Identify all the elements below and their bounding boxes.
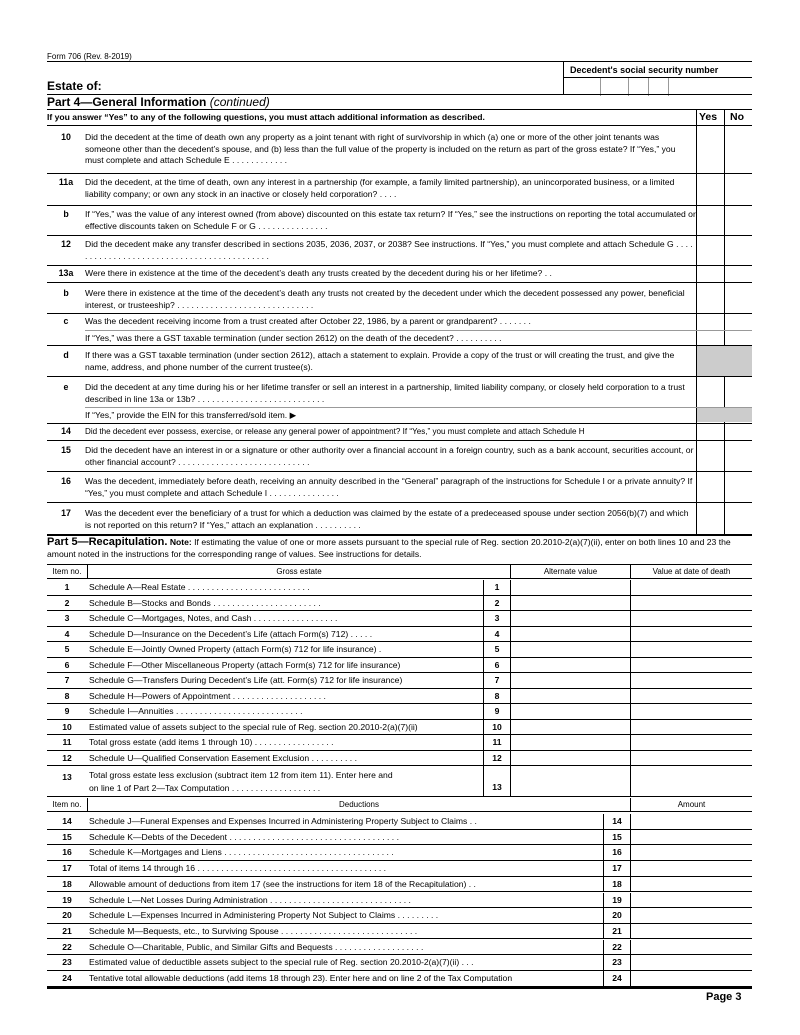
- gross-estate-header: Item no. Gross estate Alternate value Value at date of death: [47, 565, 752, 579]
- death-value-10[interactable]: [630, 720, 752, 736]
- gross-row-11: 11 Total gross estate (add items 1 through 10) . . . . . . . . . . . . . . . . . 11: [47, 735, 752, 751]
- alt-value-9[interactable]: [510, 704, 630, 720]
- yes-header: Yes: [699, 111, 718, 123]
- alt-value-3[interactable]: [510, 611, 630, 627]
- amount-18[interactable]: [630, 877, 752, 893]
- amount-21[interactable]: [630, 924, 752, 940]
- q13c-no[interactable]: [725, 314, 752, 330]
- q15-no[interactable]: [725, 441, 752, 471]
- death-value-4[interactable]: [630, 627, 752, 643]
- question-13b: b Were there in existence at the time of the decedent’s death any trusts not created by the decedent under which the decedent possessed any power, beneficial interest, or trusteeship? . . . . . . . . . . . . . . . . . . . . . . . . . . . . .: [63, 288, 685, 310]
- q14-no[interactable]: [725, 424, 752, 440]
- amount-23[interactable]: [630, 955, 752, 971]
- page-number: Page 3: [706, 991, 742, 1003]
- alt-value-12[interactable]: [510, 751, 630, 767]
- deduction-row-24: 24 Tentative total allowable deductions (add items 18 through 23). Enter here and on line 2 of the Tax Computation 24: [47, 971, 752, 987]
- question-11a: 11a Did the decedent, at the time of death, own any interest in a partnership (for example, a family limited partnership), an unincorporated business, or a limited liability company; or own any stock in an inactive or closely held corporation? . . . .: [58, 177, 675, 199]
- question-13e-ein: If “Yes,” provide the EIN for this transferred/sold item. ▶: [85, 410, 297, 420]
- gross-row-3: 3 Schedule C—Mortgages, Notes, and Cash . . . . . . . . . . . . . . . . . . 3: [47, 611, 752, 627]
- amount-22[interactable]: [630, 940, 752, 956]
- deduction-row-18: 18 Allowable amount of deductions from item 17 (see the instructions for item 18 of the Recapitulation) . . 18: [47, 877, 752, 893]
- death-value-3[interactable]: [630, 611, 752, 627]
- estate-of-label: Estate of:: [47, 79, 102, 93]
- q16-no[interactable]: [725, 472, 752, 502]
- q16-yes[interactable]: [697, 472, 724, 502]
- amount-17[interactable]: [630, 861, 752, 877]
- q12-yes[interactable]: [697, 236, 724, 265]
- amount-19[interactable]: [630, 893, 752, 909]
- ssn-label: Decedent's social security number: [570, 65, 719, 75]
- question-13c-followup: If “Yes,” was there a GST taxable termination (under section 2612) on the death of the decedent? . . . . . . . . . .: [85, 333, 502, 343]
- gross-row-2: 2 Schedule B—Stocks and Bonds . . . . . . . . . . . . . . . . . . . . . . . 2: [47, 596, 752, 612]
- question-11b: b If “Yes,” was the value of any interest owned (from above) discounted on this estate tax return? If “Yes,” see the instructions on reporting the total accumulated or effective discounts taken on Schedule F or G . . . . . . . . . . . . . . .: [63, 209, 696, 231]
- death-value-2[interactable]: [630, 596, 752, 612]
- q13c-yes[interactable]: [697, 314, 724, 330]
- question-16: 16 Was the decedent, immediately before death, receiving an annuity described in the “General” paragraph of the instructions for Schedule I or a private annuity? If “Yes,” you must complete and attach Schedule I . . . . . . . . . . . . . . .: [61, 476, 693, 498]
- no-header: No: [730, 111, 744, 123]
- alt-value-2[interactable]: [510, 596, 630, 612]
- alt-value-4[interactable]: [510, 627, 630, 643]
- amount-16[interactable]: [630, 845, 752, 861]
- q13c-gst-no[interactable]: [725, 331, 752, 345]
- gross-row-10: 10 Estimated value of assets subject to the special rule of Reg. section 20.2010-2(a)(7)(ii) 10: [47, 720, 752, 736]
- part5-header: Part 5—Recapitulation. Note: If estimating the value of one or more assets pursuant to the special rule of Reg. section 20.2010-2(a)(7)(ii), enter on both lines 10 and 23 the amount noted in the instructions for the corresponding range of values. See instructions for details.: [47, 536, 731, 559]
- deduction-row-14: 14 Schedule J—Funeral Expenses and Expenses Incurred in Administering Property Subject to Claims . . 14: [47, 814, 752, 830]
- death-value-12[interactable]: [630, 751, 752, 767]
- question-13e: e Did the decedent at any time during his or her lifetime transfer or sell an interest in a partnership, limited liability company, or closely held corporation to a trust described in line 13a or 13b? . . . . . . . . . . . . . . . . . . . . . . . . . . .: [63, 382, 685, 404]
- alt-value-8[interactable]: [510, 689, 630, 705]
- q14-yes[interactable]: [697, 424, 724, 440]
- shaded-cell-13d: [697, 346, 752, 376]
- q13e-no[interactable]: [725, 377, 752, 407]
- amount-14[interactable]: [630, 814, 752, 830]
- alt-value-10[interactable]: [510, 720, 630, 736]
- gross-row-13: 13 Total gross estate less exclusion (subtract item 12 from item 11). Enter here and on line 1 of Part 2—Tax Computation . . . . . . . . . . . . . . . . . . . 13: [47, 766, 752, 797]
- q15-yes[interactable]: [697, 441, 724, 471]
- question-12: 12 Did the decedent make any transfer described in sections 2035, 2036, 2037, or 2038? See instructions. If “Yes,” you must complete and attach Schedule G . . . . . . . . . . . . . . . . . . . . . . . . . . . . . . . . . . . . . . . . . . .: [61, 239, 693, 261]
- question-13d: d If there was a GST taxable termination (under section 2612), attach a statement to explain. Provide a copy of the trust or will creating the trust, and give the name, address, and phone number of the current trustee(s).: [63, 350, 675, 372]
- question-17: 17 Was the decedent ever the beneficiary of a trust for which a deduction was claimed by the estate of a predeceased spouse under section 2056(b)(7) and which is not reported on this return? If “Yes,” attach an explanation . . . . . . . . . .: [61, 508, 689, 530]
- gross-row-6: 6 Schedule F—Other Miscellaneous Property (attach Form(s) 712 for life insurance) 6: [47, 658, 752, 674]
- deduction-row-22: 22 Schedule O—Charitable, Public, and Similar Gifts and Bequests . . . . . . . . . . . . . . . . . . . 22: [47, 940, 752, 956]
- form-revision: Form 706 (Rev. 8-2019): [47, 52, 132, 61]
- amount-24[interactable]: [630, 971, 752, 987]
- alt-value-13[interactable]: [510, 766, 630, 797]
- alt-value-1[interactable]: [510, 580, 630, 596]
- gross-row-7: 7 Schedule G—Transfers During Decedent’s Life (att. Form(s) 712 for life insurance) 7: [47, 673, 752, 689]
- death-value-7[interactable]: [630, 673, 752, 689]
- q13b-yes[interactable]: [697, 283, 724, 313]
- q12-no[interactable]: [725, 236, 752, 265]
- deduction-row-21: 21 Schedule M—Bequests, etc., to Surviving Spouse . . . . . . . . . . . . . . . . . . . . . . . . . . . . . 21: [47, 924, 752, 940]
- gross-row-4: 4 Schedule D—Insurance on the Decedent’s Life (attach Form(s) 712) . . . . . 4: [47, 627, 752, 643]
- question-13c: c Was the decedent receiving income from a trust created after October 22, 1986, by a parent or grandparent? . . . . . . .: [63, 316, 531, 326]
- deduction-row-17: 17 Total of items 14 through 16 . . . . . . . . . . . . . . . . . . . . . . . . . . . . . . . . . . . . . . . . 17: [47, 861, 752, 877]
- deduction-row-23: 23 Estimated value of deductible assets subject to the special rule of Reg. section 20.2010-2(a)(7)(ii) . . . 23: [47, 955, 752, 971]
- q11a-no[interactable]: [725, 174, 752, 205]
- q11b-yes[interactable]: [697, 206, 724, 235]
- estate-of-input[interactable]: [110, 78, 560, 94]
- gross-row-1: 1 Schedule A—Real Estate . . . . . . . . . . . . . . . . . . . . . . . . . . 1: [47, 580, 752, 596]
- deduction-row-20: 20 Schedule L—Expenses Incurred in Administering Property Not Subject to Claims . . . . . . . . . 20: [47, 908, 752, 924]
- deductions-header: Item no. Deductions Amount: [47, 798, 752, 812]
- q11b-no[interactable]: [725, 206, 752, 235]
- question-15: 15 Did the decedent have an interest in or a signature or other authority over a financial account in a foreign country, such as a bank account, securities account, or other financial account? . . . . . . . . . . . . . . . . . . . . . . . . . . . .: [61, 445, 694, 467]
- shaded-cell-13e: [697, 408, 752, 422]
- q13c-gst-yes[interactable]: [697, 331, 724, 345]
- question-13a: 13a Were there in existence at the time of the decedent’s death any trusts created by the decedent during his or her lifetime? . .: [58, 268, 552, 278]
- gross-row-8: 8 Schedule H—Powers of Appointment . . . . . . . . . . . . . . . . . . . . 8: [47, 689, 752, 705]
- question-14: 14 Did the decedent ever possess, exercise, or release any general power of appointment? If “Yes,” you must complete and attach Schedule H: [61, 426, 585, 436]
- q11a-yes[interactable]: [697, 174, 724, 205]
- q17-no[interactable]: [725, 503, 752, 534]
- q10-no[interactable]: [725, 126, 752, 173]
- q13a-no[interactable]: [725, 266, 752, 282]
- q13e-yes[interactable]: [697, 377, 724, 407]
- death-value-5[interactable]: [630, 642, 752, 658]
- deduction-row-16: 16 Schedule K—Mortgages and Liens . . . . . . . . . . . . . . . . . . . . . . . . . . . . . . . . . . . . 16: [47, 845, 752, 861]
- deduction-row-15: 15 Schedule K—Debts of the Decedent . . . . . . . . . . . . . . . . . . . . . . . . . . . . . . . . . . . . 15: [47, 830, 752, 846]
- alt-value-11[interactable]: [510, 735, 630, 751]
- amount-20[interactable]: [630, 908, 752, 924]
- death-value-8[interactable]: [630, 689, 752, 705]
- alt-value-5[interactable]: [510, 642, 630, 658]
- ssn-input[interactable]: [564, 77, 752, 95]
- death-value-13[interactable]: [630, 766, 752, 797]
- death-value-11[interactable]: [630, 735, 752, 751]
- q17-yes[interactable]: [697, 503, 724, 534]
- part4-title: Part 4—General Information (continued): [47, 95, 270, 109]
- q10-yes[interactable]: [697, 126, 724, 173]
- ein-input[interactable]: [340, 408, 690, 422]
- q13b-no[interactable]: [725, 283, 752, 313]
- death-value-9[interactable]: [630, 704, 752, 720]
- death-value-1[interactable]: [630, 580, 752, 596]
- gross-row-12: 12 Schedule U—Qualified Conservation Easement Exclusion . . . . . . . . . . 12: [47, 751, 752, 767]
- gross-row-9: 9 Schedule I—Annuities . . . . . . . . . . . . . . . . . . . . . . . . . . . 9: [47, 704, 752, 720]
- alt-value-6[interactable]: [510, 658, 630, 674]
- deduction-row-19: 19 Schedule L—Net Losses During Administration . . . . . . . . . . . . . . . . . . . . . . . . . . . . . . 19: [47, 893, 752, 909]
- question-10: 10 Did the decedent at the time of death own any property as a joint tenant with right of survivorship in which (a) one or more of the other joint tenants was someone other than the decedent’s spouse, and (b) less than the full value of the property is included on the return as part of the gross estate? If “Yes,” you must complete and attach Schedule E . . . . . . . . . . . .: [61, 132, 676, 166]
- amount-15[interactable]: [630, 830, 752, 846]
- alt-value-7[interactable]: [510, 673, 630, 689]
- q13a-yes[interactable]: [697, 266, 724, 282]
- part4-instruction: If you answer “Yes” to any of the following questions, you must attach additional information as described.: [47, 112, 485, 122]
- gross-row-5: 5 Schedule E—Jointly Owned Property (attach Form(s) 712 for life insurance) . 5: [47, 642, 752, 658]
- death-value-6[interactable]: [630, 658, 752, 674]
